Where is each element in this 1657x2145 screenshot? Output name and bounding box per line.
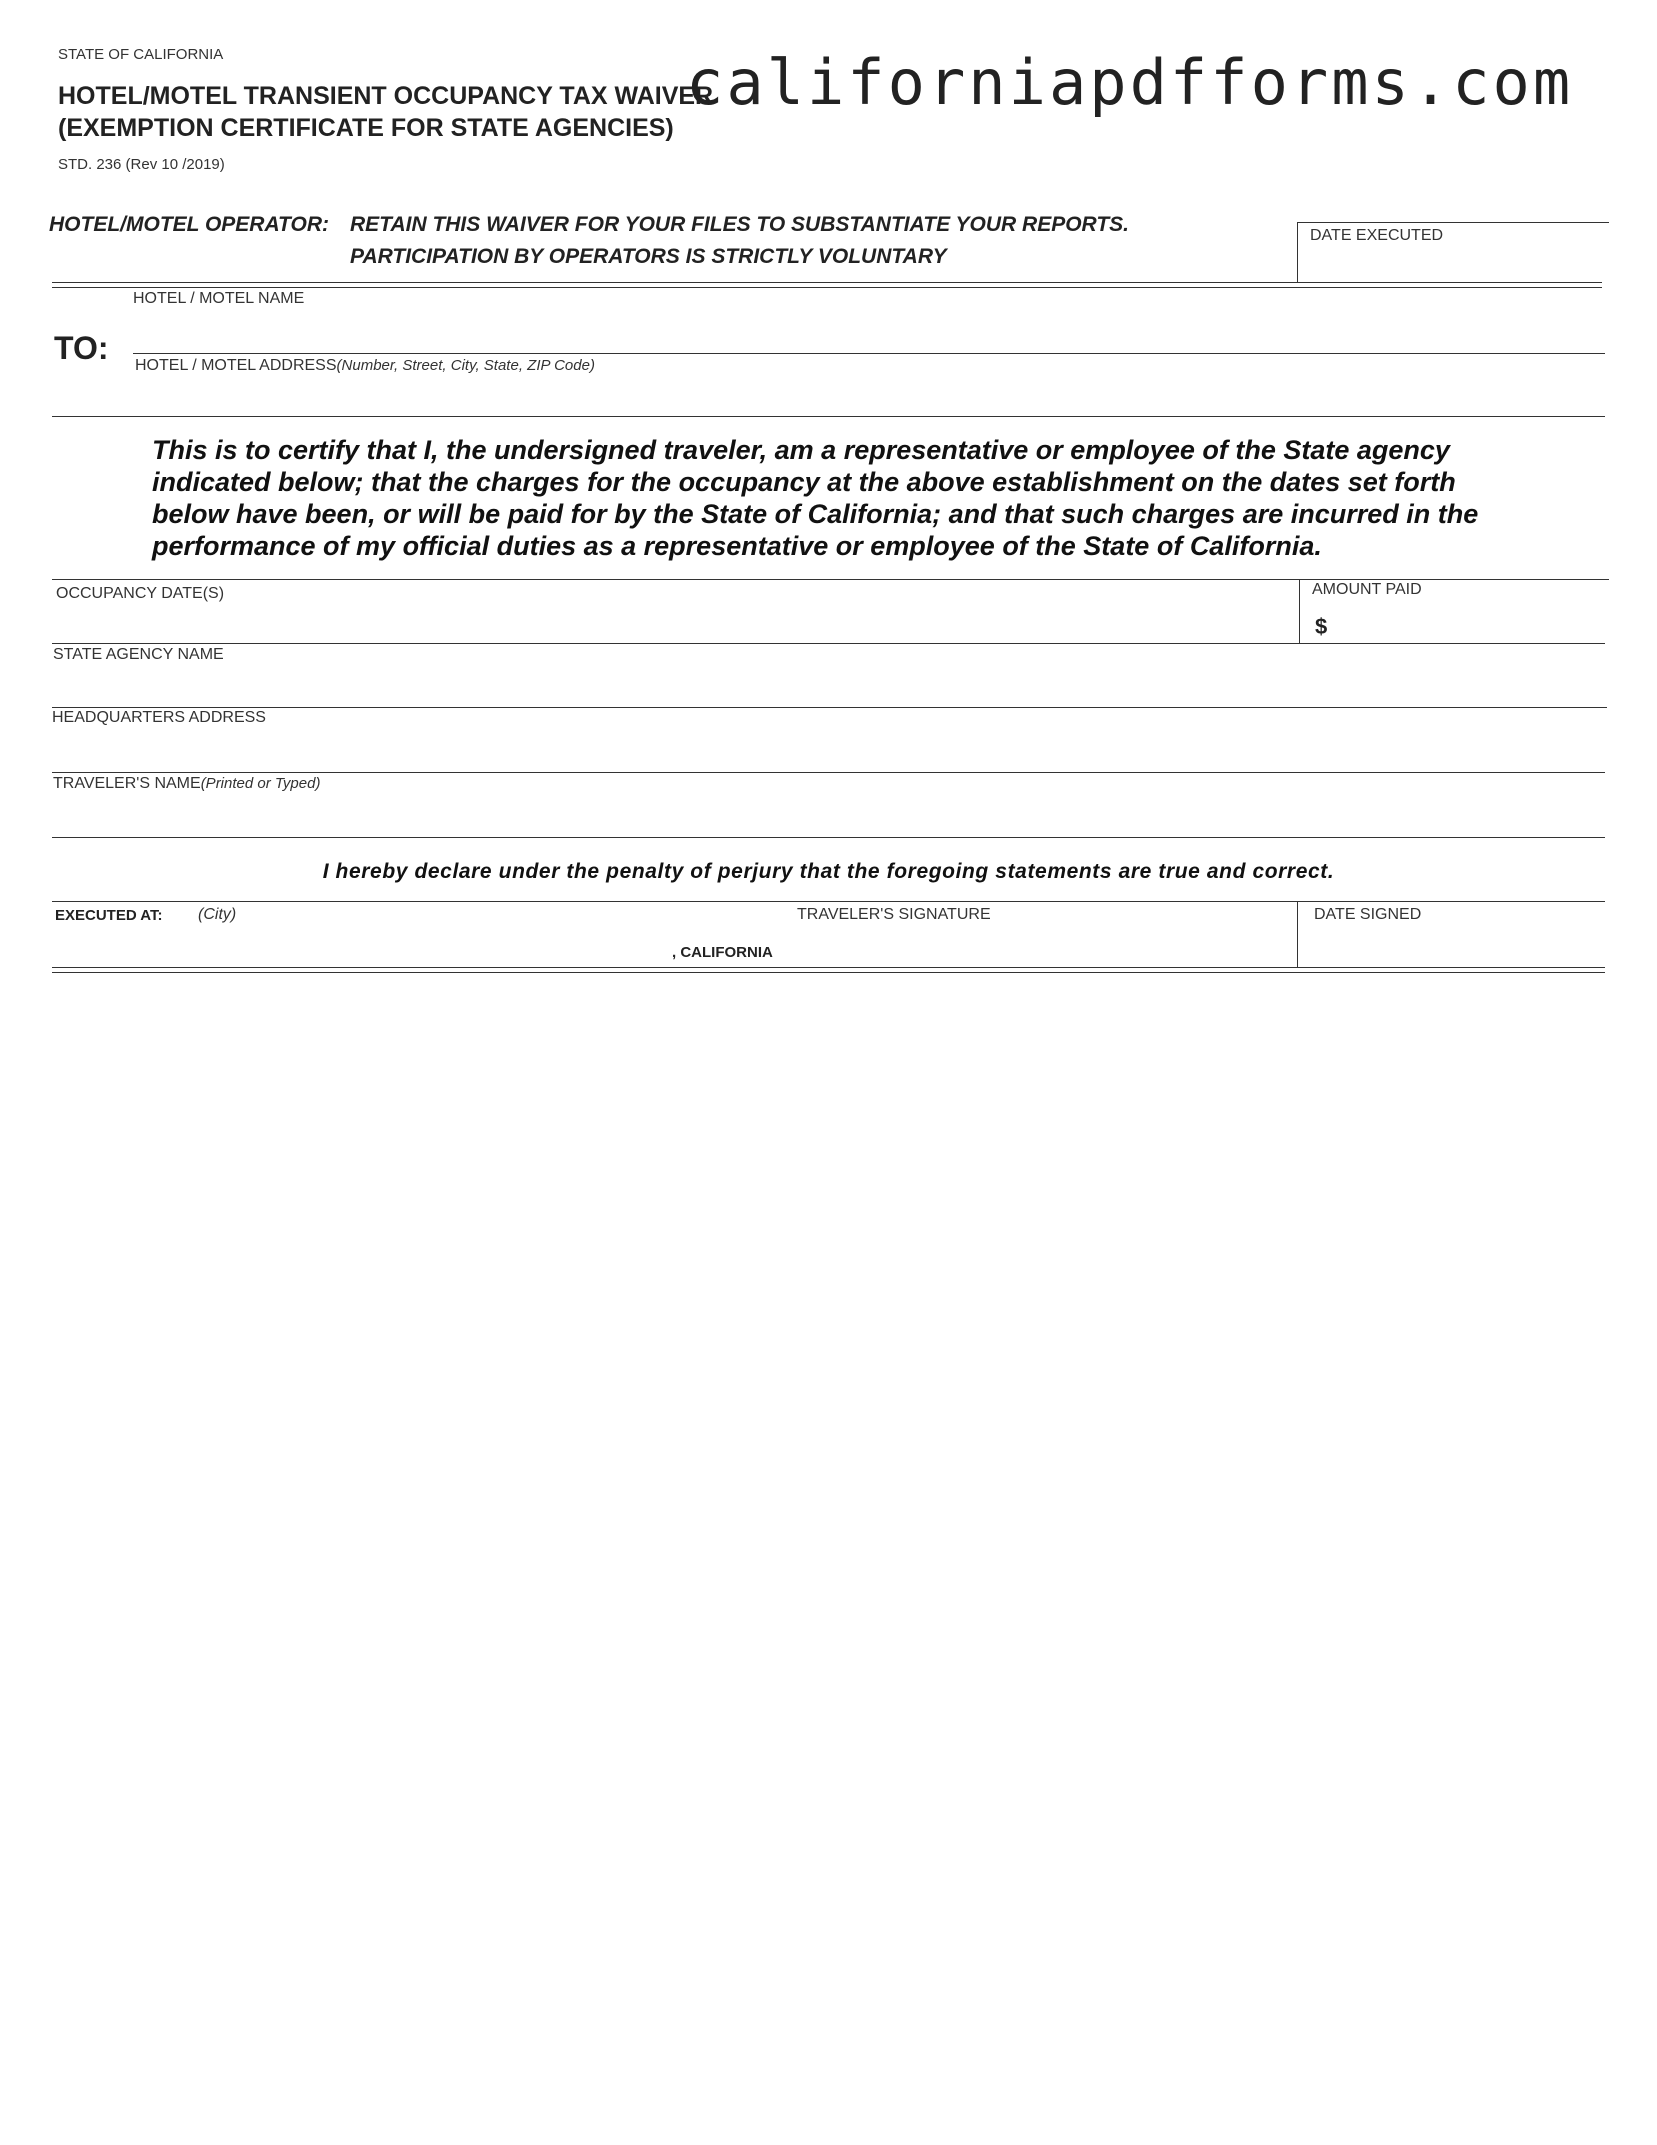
hq-address-rule (52, 772, 1605, 773)
watermark: californiapdfforms.com (686, 46, 1574, 119)
hotel-address-hint: (Number, Street, City, State, ZIP Code) (336, 357, 595, 374)
occupancy-bottom-rule (52, 643, 1605, 644)
operator-notice-line2: PARTICIPATION BY OPERATORS IS STRICTLY VOLUNTARY (350, 245, 947, 268)
traveler-signature-input[interactable] (790, 932, 1294, 964)
traveler-name-rule (52, 837, 1605, 838)
certification-line4: performance of my official duties as a representative or employee of the State of California. (152, 531, 1322, 561)
city-hint: (City) (198, 906, 237, 923)
amount-paid-label: AMOUNT PAID (1312, 581, 1422, 598)
date-executed-input[interactable] (1310, 250, 1604, 280)
traveler-name-hint: (Printed or Typed) (200, 775, 321, 792)
hotel-name-input[interactable] (133, 316, 1597, 352)
date-executed-label: DATE EXECUTED (1310, 227, 1444, 244)
hotel-name-label: HOTEL / MOTEL NAME (133, 290, 305, 307)
double-rule-bottom-b (52, 972, 1605, 973)
executed-at-label: EXECUTED AT: (55, 907, 163, 924)
certification-line1: This is to certify that I, the undersigned traveler, am a representative or employee of the State agency (152, 435, 1450, 465)
state-label: STATE OF CALIFORNIA (58, 46, 224, 63)
signature-top-rule (52, 901, 1605, 902)
california-suffix: , CALIFORNIA (672, 944, 773, 961)
traveler-name-input[interactable] (53, 800, 1602, 836)
state-agency-rule (52, 707, 1607, 708)
date-signed-input[interactable] (1310, 932, 1604, 964)
date-executed-top-rule (1297, 222, 1609, 223)
hotel-address-input[interactable] (135, 382, 1599, 416)
form-number: STD. 236 (Rev 10 /2019) (58, 156, 225, 173)
traveler-name-label: TRAVELER'S NAME(Printed or Typed) (53, 775, 321, 792)
amount-divider (1299, 579, 1300, 643)
state-agency-input[interactable] (53, 672, 1602, 706)
executed-city-input[interactable] (198, 932, 672, 964)
date-executed-divider (1297, 222, 1298, 282)
perjury-declaration: I hereby declare under the penalty of perjury that the foregoing statements are true and correct. (322, 860, 1335, 883)
hotel-address-rule (52, 416, 1605, 417)
amount-paid-input[interactable] (1338, 612, 1604, 642)
occupancy-top-rule (52, 579, 1609, 580)
occupancy-dates-label: OCCUPANCY DATE(S) (56, 585, 225, 602)
operator-notice-line1: RETAIN THIS WAIVER FOR YOUR FILES TO SUBSTANTIATE YOUR REPORTS. (350, 213, 1130, 236)
hq-address-input[interactable] (53, 735, 1602, 771)
operator-label: HOTEL/MOTEL OPERATOR: (49, 213, 330, 236)
double-rule-top-a (52, 282, 1602, 283)
double-rule-top-b (52, 287, 1602, 288)
form-title-line2: (EXEMPTION CERTIFICATE FOR STATE AGENCIES) (58, 114, 674, 142)
hotel-address-label: HOTEL / MOTEL ADDRESS(Number, Street, City, State, ZIP Code) (135, 357, 595, 374)
hq-address-label: HEADQUARTERS ADDRESS (52, 709, 266, 726)
date-signed-divider (1297, 901, 1298, 967)
hotel-name-rule (133, 353, 1605, 354)
currency-symbol: $ (1315, 614, 1328, 639)
date-signed-label: DATE SIGNED (1314, 906, 1422, 923)
to-label: TO: (54, 330, 109, 366)
state-agency-label: STATE AGENCY NAME (53, 646, 224, 663)
certification-line3: below have been, or will be paid for by the State of California; and that such charges are incurred in the (152, 499, 1479, 529)
double-rule-bottom-a (52, 967, 1605, 968)
certification-line2: indicated below; that the charges for the occupancy at the above establishment on the dates set forth (152, 467, 1456, 497)
traveler-signature-label: TRAVELER'S SIGNATURE (797, 906, 991, 923)
form-title-line1: HOTEL/MOTEL TRANSIENT OCCUPANCY TAX WAIVER (58, 82, 714, 110)
occupancy-dates-input[interactable] (56, 608, 1290, 640)
